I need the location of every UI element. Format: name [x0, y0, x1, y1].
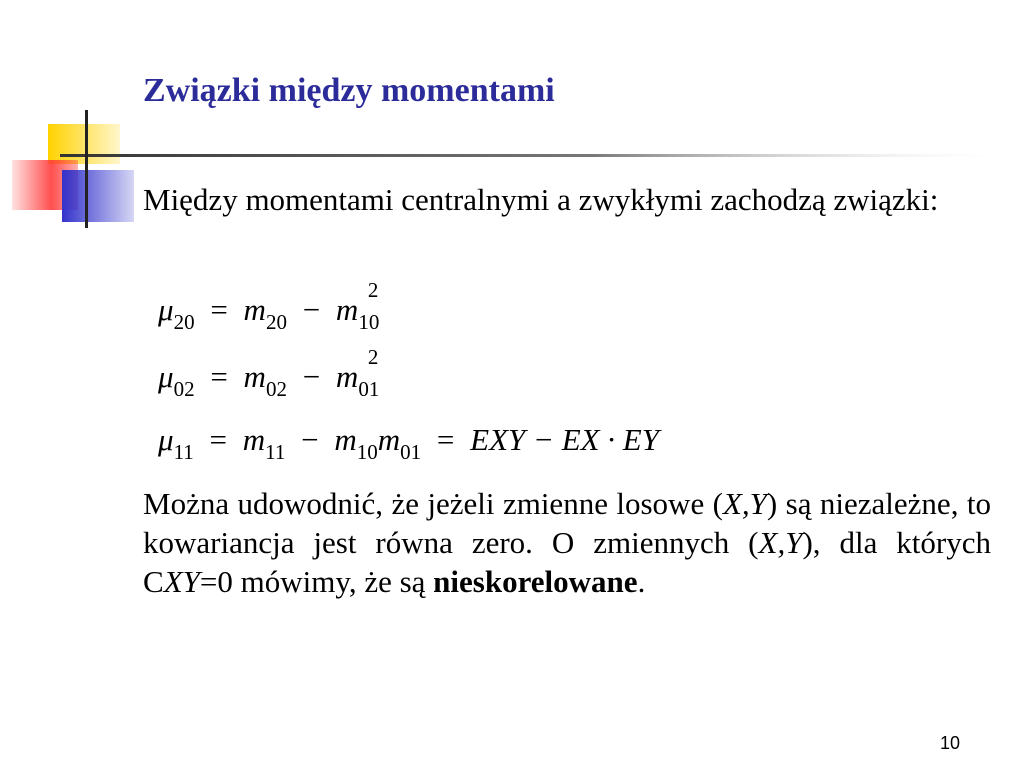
deco-red-square [12, 160, 78, 210]
deco-vertical-line [85, 110, 88, 228]
moment-symbol: m [335, 292, 359, 327]
subscript: 02 [173, 377, 195, 401]
subscript: 11 [265, 440, 286, 464]
conclusion-paragraph [143, 484, 991, 601]
deco-yellow-square [48, 124, 120, 164]
moment-symbol: m [242, 422, 266, 457]
superscript: 2 [367, 345, 379, 369]
text-segment: =0 mówimy, że są [199, 564, 434, 599]
text-segment: Można udowodnić, że jeżeli zmienne losowe ( [143, 486, 723, 521]
formula-mu02 [158, 345, 380, 409]
intro-paragraph: Między momentami centralnymi a zwykłymi zachodzą związki: [143, 182, 939, 217]
subscript: 11 [173, 440, 194, 464]
deco-blue-square [62, 170, 134, 222]
mu-symbol: μ [158, 359, 174, 394]
expectation-expression: EXY − EX · EY [470, 422, 659, 457]
subscript: 20 [265, 310, 287, 334]
equals-sign: = [210, 359, 228, 394]
moment-symbol: m [243, 292, 266, 327]
bold-term: nieskorelowane [433, 564, 638, 599]
mu-symbol: μ [158, 292, 174, 327]
equals-sign: = [436, 422, 455, 457]
page-number: 10 [940, 733, 961, 753]
variable-pair: X,Y [722, 486, 767, 521]
moment-symbol: m [335, 359, 359, 394]
moment-symbol: m [243, 359, 266, 394]
moment-symbol: m [334, 422, 357, 457]
squared-term [335, 278, 380, 342]
equals-sign: = [209, 422, 228, 457]
text-segment: ) są niezależne, to kowariancja jest równa zero. O zmiennych ( [143, 486, 991, 560]
moment-symbol: m [377, 422, 401, 457]
subscript: 10 [356, 440, 378, 464]
subscript: 02 [265, 377, 287, 401]
covariance-symbol: XY [163, 564, 200, 599]
equals-sign: = [210, 292, 228, 327]
minus-sign: − [301, 422, 319, 457]
subscript: 01 [358, 377, 380, 401]
text-segment: ), dla których C [143, 525, 991, 599]
slide-title: Związki między momentami [143, 72, 555, 109]
mu-symbol: μ [158, 422, 174, 457]
deco-horizontal-line [60, 154, 1024, 157]
text-segment: . [637, 564, 646, 599]
variable-pair: X,Y [758, 525, 803, 560]
formula-mu11 [158, 420, 659, 472]
superscript: 2 [367, 278, 379, 302]
subscript: 20 [173, 310, 195, 334]
formula-mu20 [158, 278, 380, 342]
squared-term [335, 345, 380, 409]
subscript: 01 [400, 440, 422, 464]
subscript: 10 [358, 310, 380, 334]
minus-sign: − [302, 292, 321, 327]
minus-sign: − [302, 359, 321, 394]
